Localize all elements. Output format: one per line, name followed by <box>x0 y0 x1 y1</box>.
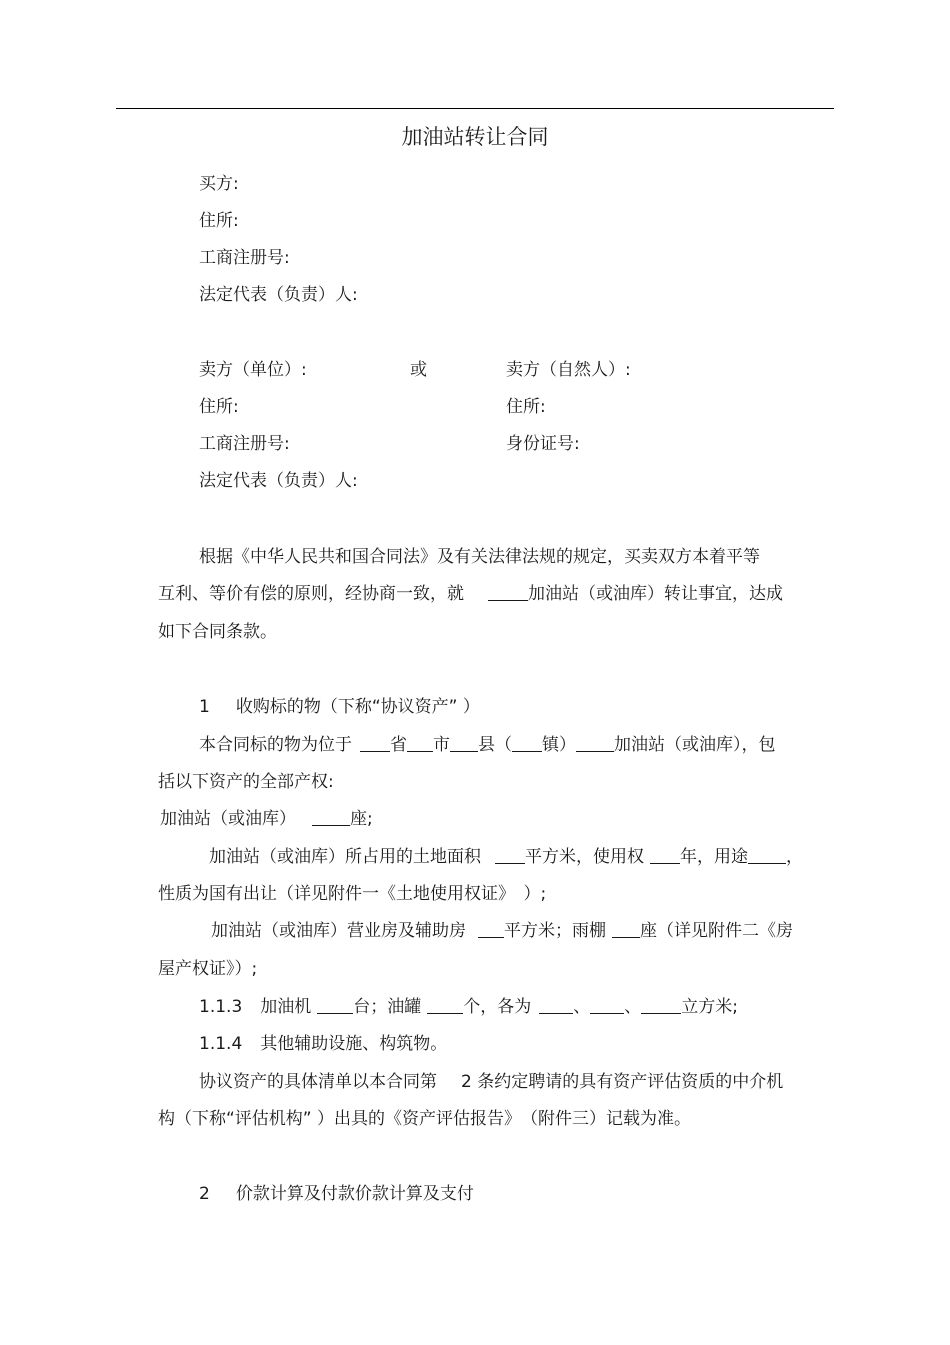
section-1-title: 收购标的物（下称“协议资产” ） <box>235 697 480 717</box>
seller-id-label: 身份证号: <box>506 434 580 454</box>
item-number: 1.1.4 <box>199 1034 243 1054</box>
seller-person-label: 卖方（自然人）: <box>506 360 631 380</box>
section-1-para-1-line-2: 括以下资产的全部产权: <box>158 772 334 792</box>
section-1-para-1 <box>199 734 776 756</box>
blank-station-count <box>312 809 350 826</box>
text: 座（详见附件二《房 <box>640 921 793 941</box>
text: 市 <box>433 735 450 755</box>
text: 座; <box>350 809 373 829</box>
item-1-1-3 <box>199 996 738 1018</box>
blank-land-use <box>748 847 786 864</box>
blank-tank-count <box>427 997 463 1014</box>
item-building-area <box>211 920 793 942</box>
text: 2 条约定聘请的具有资产评估资质的中介机 <box>461 1072 784 1092</box>
section-2-heading <box>199 1183 474 1205</box>
text: 平方米；雨棚 <box>504 921 606 941</box>
blank-tank-volume-3 <box>641 997 681 1014</box>
text: 加油机 <box>260 997 312 1017</box>
text: 镇） <box>542 735 576 755</box>
item-building-area-line-2: 屋产权证》）; <box>158 959 258 979</box>
preamble-line-3: 如下合同条款。 <box>158 622 277 642</box>
seller-address-right: 住所: <box>506 397 546 417</box>
text: 立方米; <box>681 997 738 1017</box>
text: 加油站（或油库），包 <box>614 735 776 755</box>
text: 、 <box>624 997 642 1017</box>
preamble-text-a: 互利、等价有偿的原则，经协商一致，就 <box>158 584 464 604</box>
text: 协议资产的具体清单以本合同第 <box>199 1072 437 1092</box>
text: 本合同标的物为位于 <box>199 735 352 755</box>
section-2-title: 价款计算及付款价款计算及支付 <box>235 1184 474 1204</box>
seller-reg-label: 工商注册号: <box>199 434 290 454</box>
item-land-area-line-2: 性质为国有出让（详见附件一《土地使用权证》 ）; <box>158 884 547 904</box>
blank-use-years <box>650 847 680 864</box>
blank-tank-volume-2 <box>590 997 624 1014</box>
blank-town <box>512 735 542 752</box>
text: ， <box>786 847 803 867</box>
section-1-para-2-line-2: 构（下称“评估机构” ）出具的《资产评估报告》 （附件三）记载为准。 <box>158 1109 692 1129</box>
document-title: 加油站转让合同 <box>401 125 549 149</box>
blank-station <box>576 735 614 752</box>
section-1-heading <box>199 696 480 718</box>
item-land-area <box>209 846 803 868</box>
blank-province <box>360 735 390 752</box>
blank-station-name <box>488 584 528 601</box>
blank-dispenser-count <box>317 997 353 1014</box>
seller-address-left: 住所: <box>199 397 239 417</box>
buyer-reg-label: 工商注册号: <box>199 248 290 268</box>
section-1-para-2 <box>199 1071 783 1093</box>
section-1-number: 1 <box>199 697 210 717</box>
blank-land-area <box>495 847 525 864</box>
preamble-line-2 <box>158 583 783 605</box>
item-1-1-4 <box>199 1033 447 1055</box>
seller-unit-label: 卖方（单位）: <box>199 360 307 380</box>
section-2-number: 2 <box>199 1184 210 1204</box>
text: 台；油罐 <box>353 997 422 1017</box>
text: 平方米，使用权 <box>525 847 644 867</box>
preamble-text-b: 加油站（或油库）转让事宜，达成 <box>528 584 783 604</box>
blank-building-area <box>478 921 504 938</box>
blank-county <box>450 735 478 752</box>
buyer-label: 买方: <box>199 174 239 194</box>
text: 加油站（或油库）所占用的土地面积 <box>209 847 481 867</box>
blank-canopy-count <box>612 921 640 938</box>
text: 加油站（或油库） <box>160 809 296 829</box>
text: 其他辅助设施、构筑物。 <box>260 1034 448 1054</box>
text: 加油站（或油库）营业房及辅助房 <box>211 921 466 941</box>
text: 个，各为 <box>463 997 532 1017</box>
preamble-line-1: 根据《中华人民共和国合同法》及有关法律法规的规定，买卖双方本着平等 <box>199 547 760 567</box>
item-station-count <box>160 808 373 830</box>
text: 省 <box>390 735 407 755</box>
header-rule <box>116 108 834 109</box>
text: 、 <box>573 997 591 1017</box>
blank-tank-volume-1 <box>539 997 573 1014</box>
text: 县（ <box>478 735 512 755</box>
buyer-address-label: 住所: <box>199 211 239 231</box>
seller-rep-label: 法定代表（负责）人: <box>199 471 358 491</box>
buyer-rep-label: 法定代表（负责）人: <box>199 285 358 305</box>
seller-or: 或 <box>410 360 427 380</box>
blank-city <box>407 735 433 752</box>
item-number: 1.1.3 <box>199 997 243 1017</box>
text: 年，用途 <box>680 847 748 867</box>
